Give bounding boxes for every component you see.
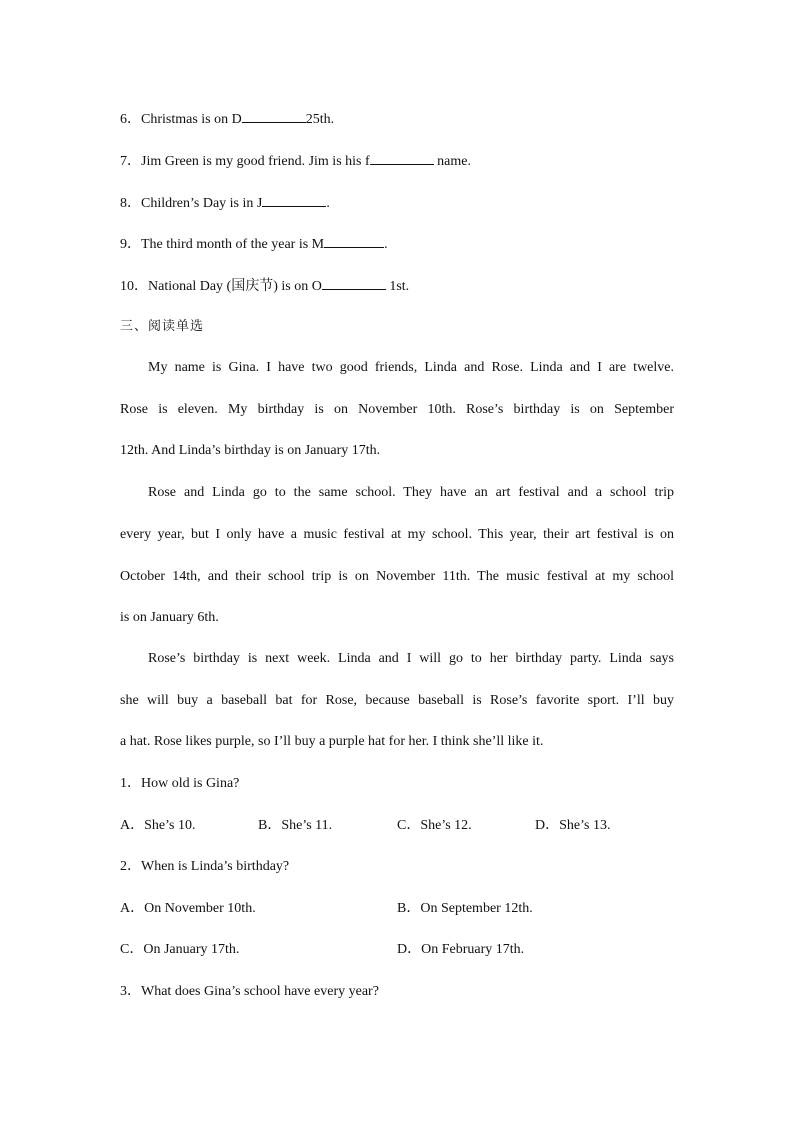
fill-blank-9	[120, 233, 388, 255]
passage-paragraph-2	[120, 483, 674, 628]
question-1: 1．How old is Gina?	[120, 776, 240, 791]
item-text-end: name.	[433, 154, 471, 169]
item-text: Christmas is on D	[141, 112, 242, 127]
passage-line: 12th. And Linda’s birthday is on January 17th.	[120, 443, 381, 458]
answer-blank[interactable]	[370, 150, 434, 165]
item-text: Children’s Day is in J	[141, 196, 263, 211]
item-text-end: 25th.	[305, 112, 335, 127]
item-number: 7．	[120, 154, 141, 169]
item-text-end: .	[384, 237, 388, 252]
fill-blank-7	[120, 150, 471, 172]
passage-line: My name is Gina. I have two good friends, Linda and Rose. Linda and I are twelve.	[148, 360, 674, 375]
question-2-option-c[interactable]: C．On January 17th.	[120, 942, 240, 957]
item-number: 8．	[120, 196, 141, 211]
passage-line: October 14th, and their school trip is on November 11th. The music festival at my school	[120, 569, 674, 584]
question-1-option-a[interactable]: A．She’s 10.	[120, 818, 196, 833]
passage-line: every year, but I only have a music festival at my school. This year, their art festival is on	[120, 527, 674, 542]
section-title: 三、阅读单选	[120, 319, 205, 334]
item-text-end: .	[326, 196, 330, 211]
passage-paragraph-1	[120, 358, 674, 461]
item-number: 10．	[120, 279, 148, 294]
passage-line: she will buy a baseball bat for Rose, because baseball is Rose’s favorite sport. I’ll buy	[120, 693, 674, 708]
question-1-option-d[interactable]: D．She’s 13.	[535, 818, 611, 833]
question-2-option-a[interactable]: A．On November 10th.	[120, 901, 256, 916]
item-number: 6．	[120, 112, 141, 127]
question-1-option-c[interactable]: C．She’s 12.	[397, 818, 472, 833]
question-2: 2．When is Linda’s birthday?	[120, 859, 290, 874]
item-text: Jim Green is my good friend. Jim is his f	[141, 154, 370, 169]
question-3: 3．What does Gina’s school have every year?	[120, 984, 379, 999]
passage-paragraph-3	[120, 649, 674, 752]
answer-blank[interactable]	[262, 192, 326, 207]
answer-blank[interactable]	[324, 233, 384, 248]
item-text-end: 1st.	[385, 279, 410, 294]
passage-line: Rose and Linda go to the same school. They have an art festival and a school trip	[148, 485, 674, 500]
question-2-option-d[interactable]: D．On February 17th.	[397, 942, 525, 957]
passage-line: a hat. Rose likes purple, so I’ll buy a purple hat for her. I think she’ll like it.	[120, 734, 544, 749]
passage-line: Rose’s birthday is next week. Linda and I will go to her birthday party. Linda says	[148, 651, 674, 666]
answer-blank[interactable]	[242, 108, 306, 123]
item-number: 9．	[120, 237, 141, 252]
fill-blank-8	[120, 192, 330, 214]
passage-line: is on January 6th.	[120, 610, 219, 625]
question-2-option-b[interactable]: B．On September 12th.	[397, 901, 533, 916]
item-text: The third month of the year is M	[141, 237, 325, 252]
answer-blank[interactable]	[322, 275, 386, 290]
question-1-option-b[interactable]: B．She’s 11.	[258, 818, 333, 833]
item-text: National Day (国庆节) is on O	[148, 279, 322, 294]
passage-line: Rose is eleven. My birthday is on November 10th. Rose’s birthday is on September	[120, 402, 674, 417]
fill-blank-10	[120, 275, 409, 297]
fill-blank-6	[120, 108, 334, 130]
